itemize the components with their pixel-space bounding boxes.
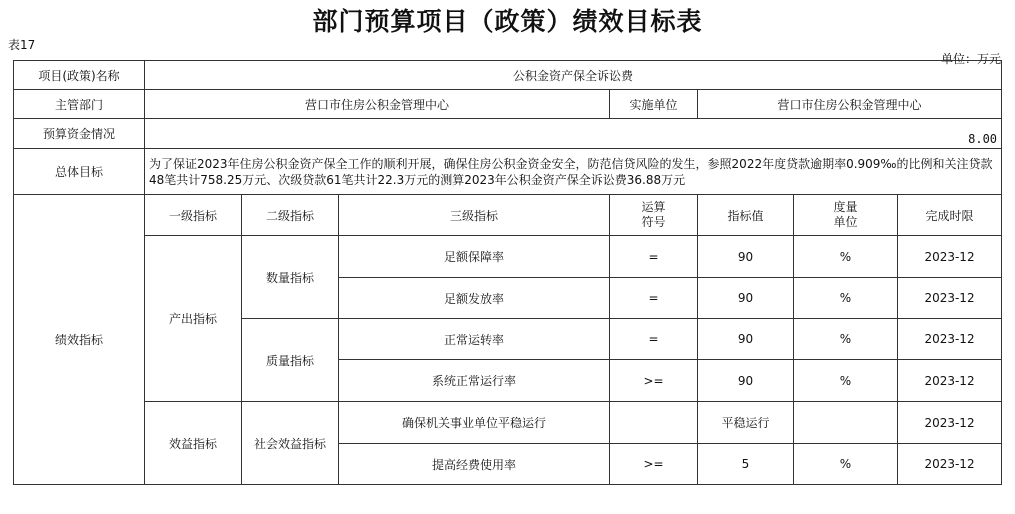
- header-operator: [610, 195, 698, 236]
- header-level2: 二级指标: [242, 195, 339, 236]
- indicator-deadline: 2023-12: [898, 236, 1002, 278]
- indicator-deadline: 2023-12: [898, 444, 1002, 485]
- indicator-operator: =: [610, 236, 698, 278]
- header-operator-line1: 运算: [641, 200, 666, 214]
- indicator-name: 足额保障率: [339, 236, 610, 278]
- table-row: [14, 402, 1002, 444]
- indicator-operator: >=: [610, 444, 698, 485]
- indicator-value: 90: [698, 319, 794, 360]
- output-indicator-label: 产出指标: [145, 236, 242, 402]
- indicator-name: 确保机关事业单位平稳运行: [339, 402, 610, 444]
- indicator-unit: %: [794, 236, 898, 278]
- budget-label: 预算资金情况: [14, 119, 145, 149]
- impl-unit-label: 实施单位: [610, 90, 698, 119]
- impl-unit-value: 营口市住房公积金管理中心: [698, 90, 1002, 119]
- table-number: 表17: [8, 38, 36, 52]
- indicator-value: 平稳运行: [698, 402, 794, 444]
- budget-row: [14, 119, 1002, 149]
- indicator-unit: %: [794, 444, 898, 485]
- project-name-label: 项目(政策)名称: [14, 61, 145, 90]
- indicator-unit: %: [794, 278, 898, 319]
- quality-indicator-label: 质量指标: [242, 319, 339, 402]
- indicator-deadline: 2023-12: [898, 319, 1002, 360]
- project-name-value: 公积金资产保全诉讼费: [145, 61, 1002, 90]
- indicator-deadline: 2023-12: [898, 360, 1002, 402]
- indicator-value: 90: [698, 360, 794, 402]
- indicator-value: 5: [698, 444, 794, 485]
- table-row: [14, 236, 1002, 278]
- header-level1: 一级指标: [145, 195, 242, 236]
- goal-text: 为了保证2023年住房公积金资产保全工作的顺利开展，确保住房公积金资金安全，防范信贷风险的发生，参照2022年度贷款逾期率0.909‰的比例和关注贷款48笔共计758.25万元、次级贷款61笔共计22.3万元的测算2023年公积金资产保全诉讼费36.88万元: [145, 149, 1002, 195]
- dept-label: 主管部门: [14, 90, 145, 119]
- indicator-header-row: [14, 195, 1002, 236]
- project-name-row: [14, 61, 1002, 90]
- indicator-name: 正常运转率: [339, 319, 610, 360]
- unit-label: 单位：万元: [940, 52, 1001, 66]
- dept-value: 营口市住房公积金管理中心: [145, 90, 610, 119]
- indicators-section-label: 绩效指标: [14, 195, 145, 485]
- indicator-operator: >=: [610, 360, 698, 402]
- header-level3: 三级指标: [339, 195, 610, 236]
- goal-row: [14, 149, 1002, 195]
- indicator-deadline: 2023-12: [898, 402, 1002, 444]
- indicator-name: 提高经费使用率: [339, 444, 610, 485]
- indicator-value: 90: [698, 236, 794, 278]
- indicator-name: 系统正常运行率: [339, 360, 610, 402]
- header-value: 指标值: [698, 195, 794, 236]
- dept-row: [14, 90, 1002, 119]
- indicator-unit: [794, 402, 898, 444]
- social-benefit-indicator-label: 社会效益指标: [242, 402, 339, 485]
- header-operator-line2: 符号: [641, 215, 666, 229]
- header-deadline: 完成时限: [898, 195, 1002, 236]
- header-unit-line1: 度量: [833, 200, 858, 214]
- indicator-operator: [610, 402, 698, 444]
- indicator-unit: %: [794, 360, 898, 402]
- budget-amount: 8.00: [145, 119, 1002, 149]
- indicator-operator: =: [610, 319, 698, 360]
- indicator-unit: %: [794, 319, 898, 360]
- header-unit-line2: 单位: [833, 215, 858, 229]
- indicator-deadline: 2023-12: [898, 278, 1002, 319]
- quantity-indicator-label: 数量指标: [242, 236, 339, 319]
- indicator-name: 足额发放率: [339, 278, 610, 319]
- indicator-value: 90: [698, 278, 794, 319]
- indicator-operator: =: [610, 278, 698, 319]
- header-unit: [794, 195, 898, 236]
- page-title: 部门预算项目（政策）绩效目标表: [312, 7, 703, 36]
- goal-label: 总体目标: [14, 149, 145, 195]
- performance-table: [13, 60, 1002, 485]
- benefit-indicator-label: 效益指标: [145, 402, 242, 485]
